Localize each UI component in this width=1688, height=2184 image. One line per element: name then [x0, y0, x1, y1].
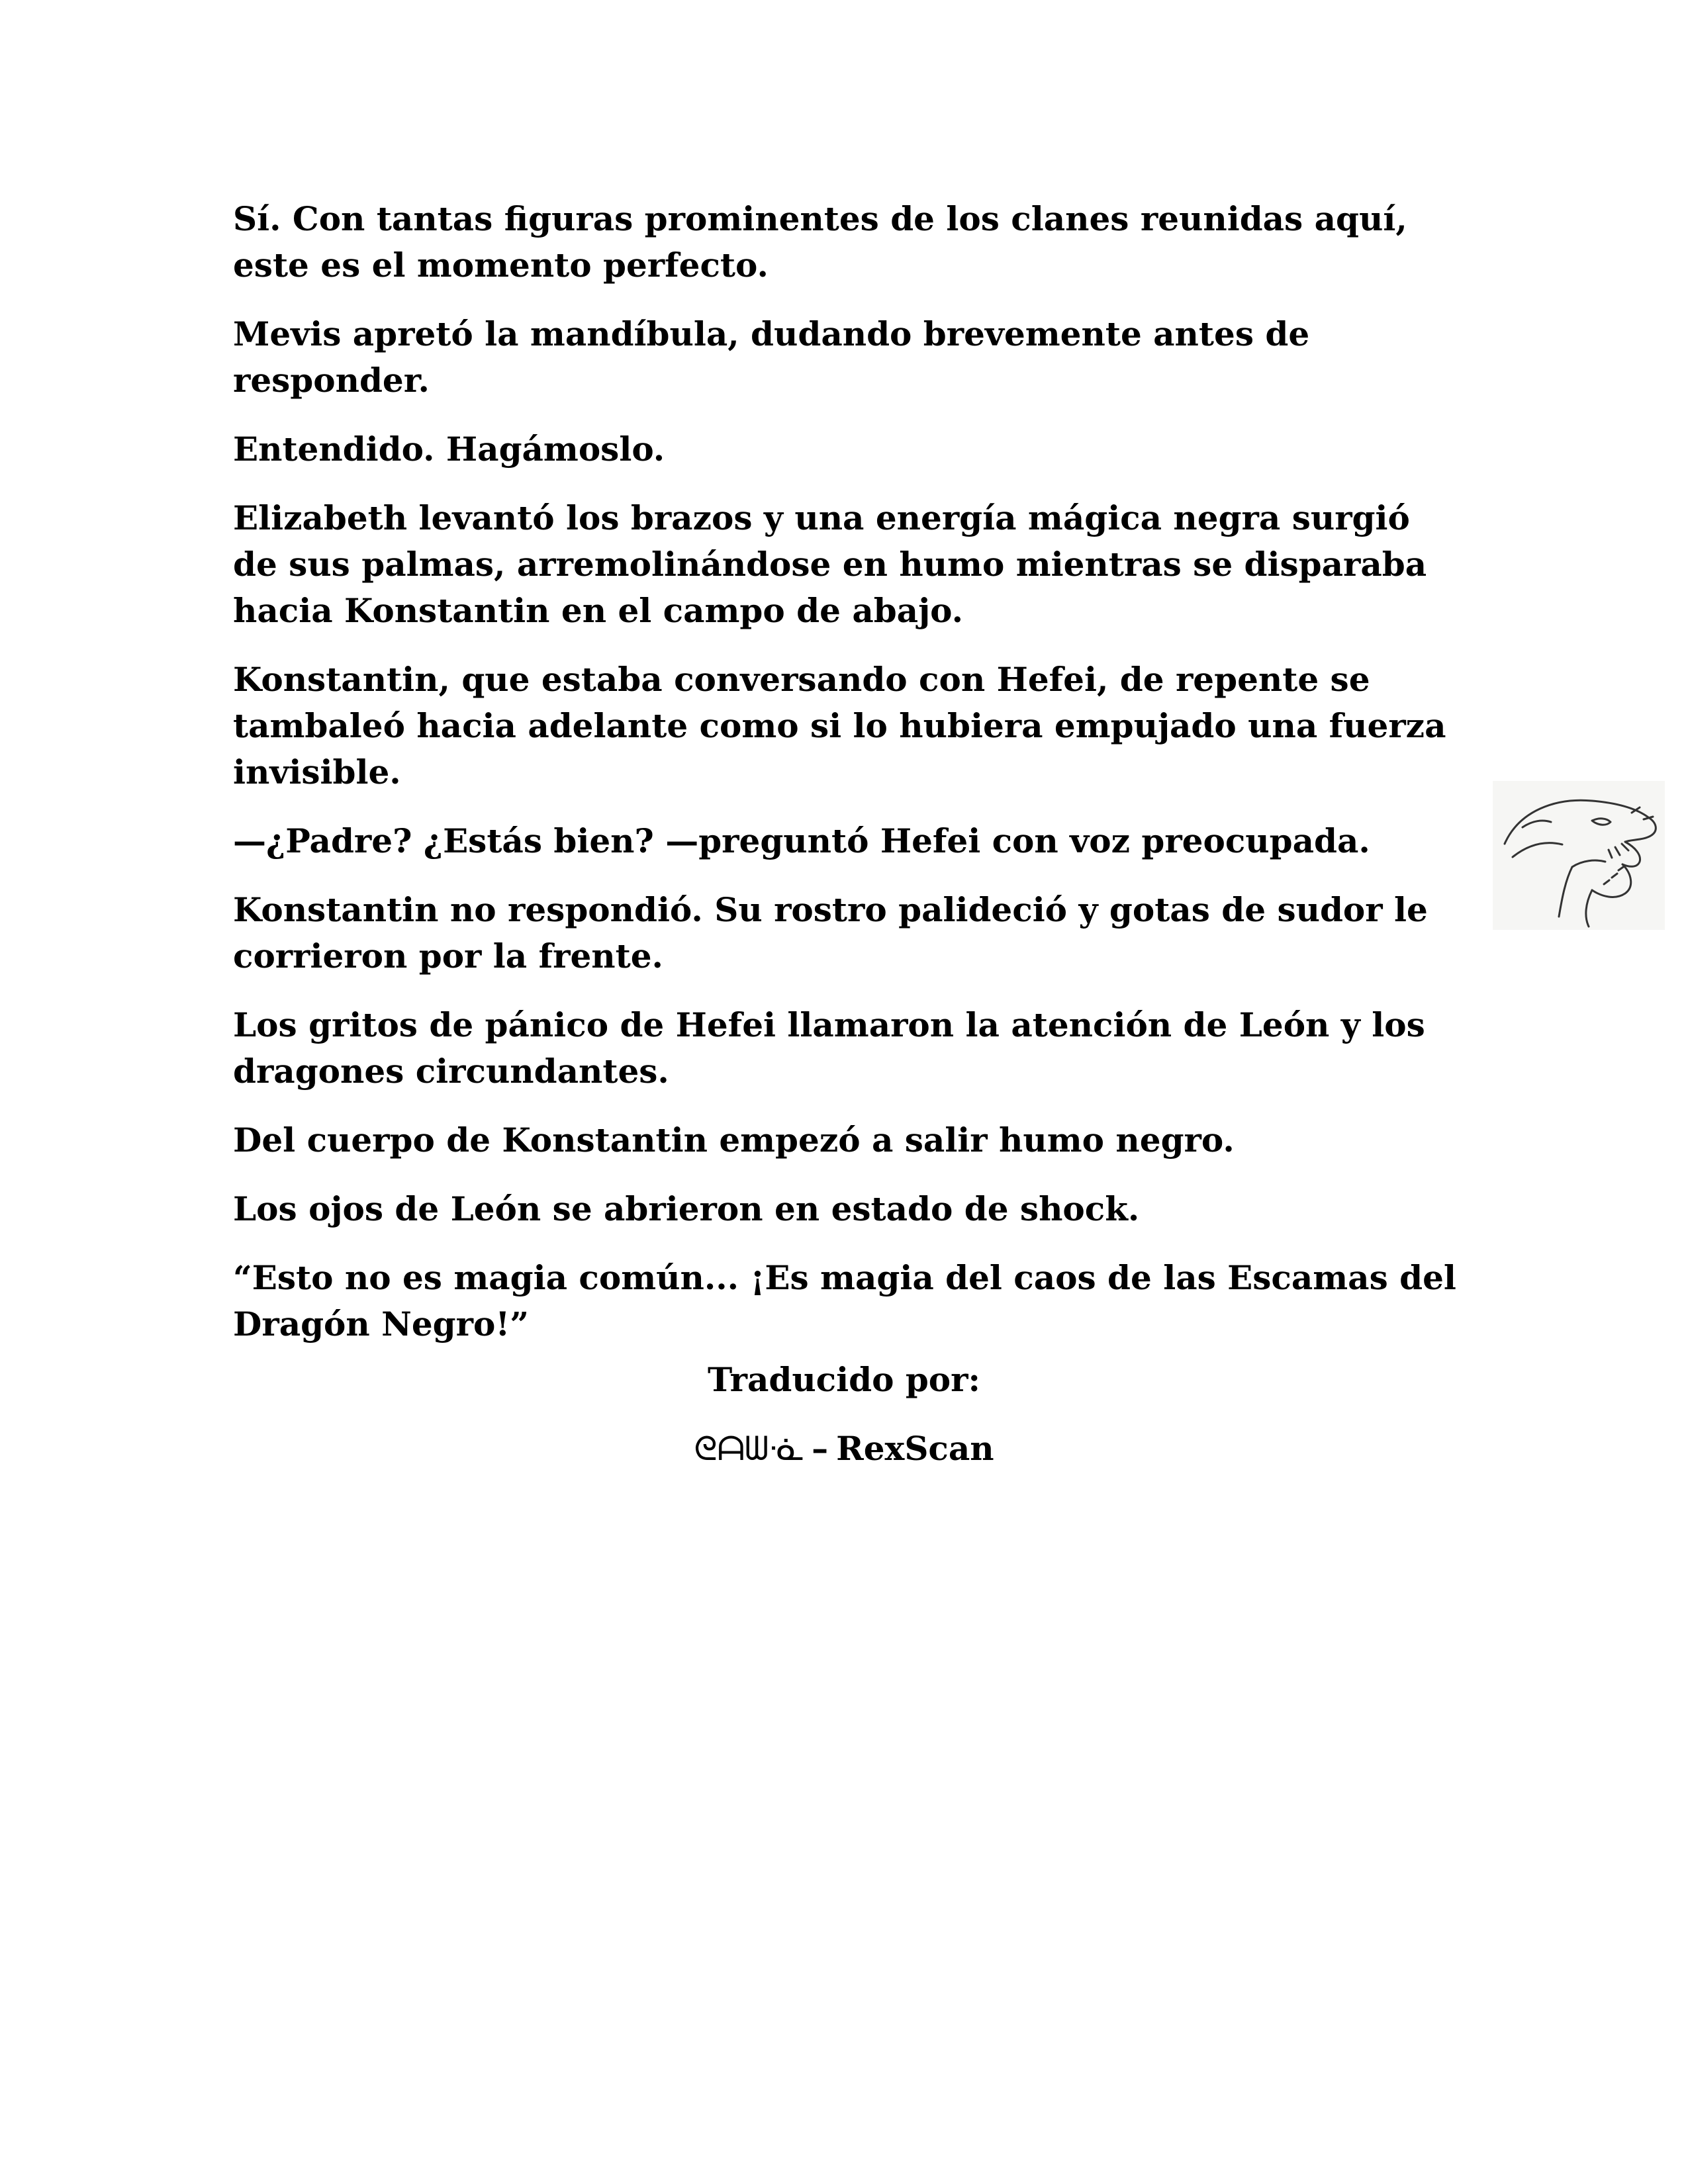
- paragraph: “Esto no es magia común... ¡Es magia del caos de las Escamas del Dragón Negro!”: [233, 1258, 1456, 1343]
- paragraph: Entendido. Hagámoslo.: [233, 430, 665, 469]
- credits-names: [0, 1426, 1688, 1472]
- credits-label: Traducido por:: [708, 1360, 980, 1399]
- paragraph: Los ojos de León se abrieron en estado de shock.: [233, 1189, 1140, 1228]
- translator-name: ᘓᗩᗯᓍ: [694, 1430, 804, 1468]
- paragraph: Konstantin no respondió. Su rostro palideció y gotas de sudor le corrieron por la frente.: [233, 890, 1428, 976]
- paragraph: —¿Padre? ¿Estás bien? —preguntó Hefei con voz preocupada.: [233, 821, 1370, 860]
- paragraph: Los gritos de pánico de Hefei llamaron la atención de León y los dragones circundantes.: [233, 1005, 1425, 1091]
- paragraph: Mevis apretó la mandíbula, dudando brevemente antes de responder.: [233, 314, 1310, 400]
- credits-separator: –: [812, 1429, 829, 1468]
- translation-credits: [0, 1357, 1688, 1494]
- paragraph: Elizabeth levantó los brazos y una energía mágica negra surgió de sus palmas, arremolinándose en humo mientras se disparaba hacia Konstantin en el campo de abajo.: [233, 498, 1427, 630]
- group-name: RexScan: [836, 1429, 994, 1468]
- dinosaur-head-icon: [1493, 781, 1665, 930]
- paragraph: Del cuerpo de Konstantin empezó a salir humo negro.: [233, 1120, 1235, 1160]
- paragraph: Konstantin, que estaba conversando con Hefei, de repente se tambaleó hacia adelante como si lo hubiera empujado una fuerza invisible.: [233, 660, 1446, 792]
- paragraph: Sí. Con tantas figuras prominentes de los clanes reunidas aquí, este es el momento perfecto.: [233, 199, 1407, 285]
- document-body: [233, 196, 1458, 1370]
